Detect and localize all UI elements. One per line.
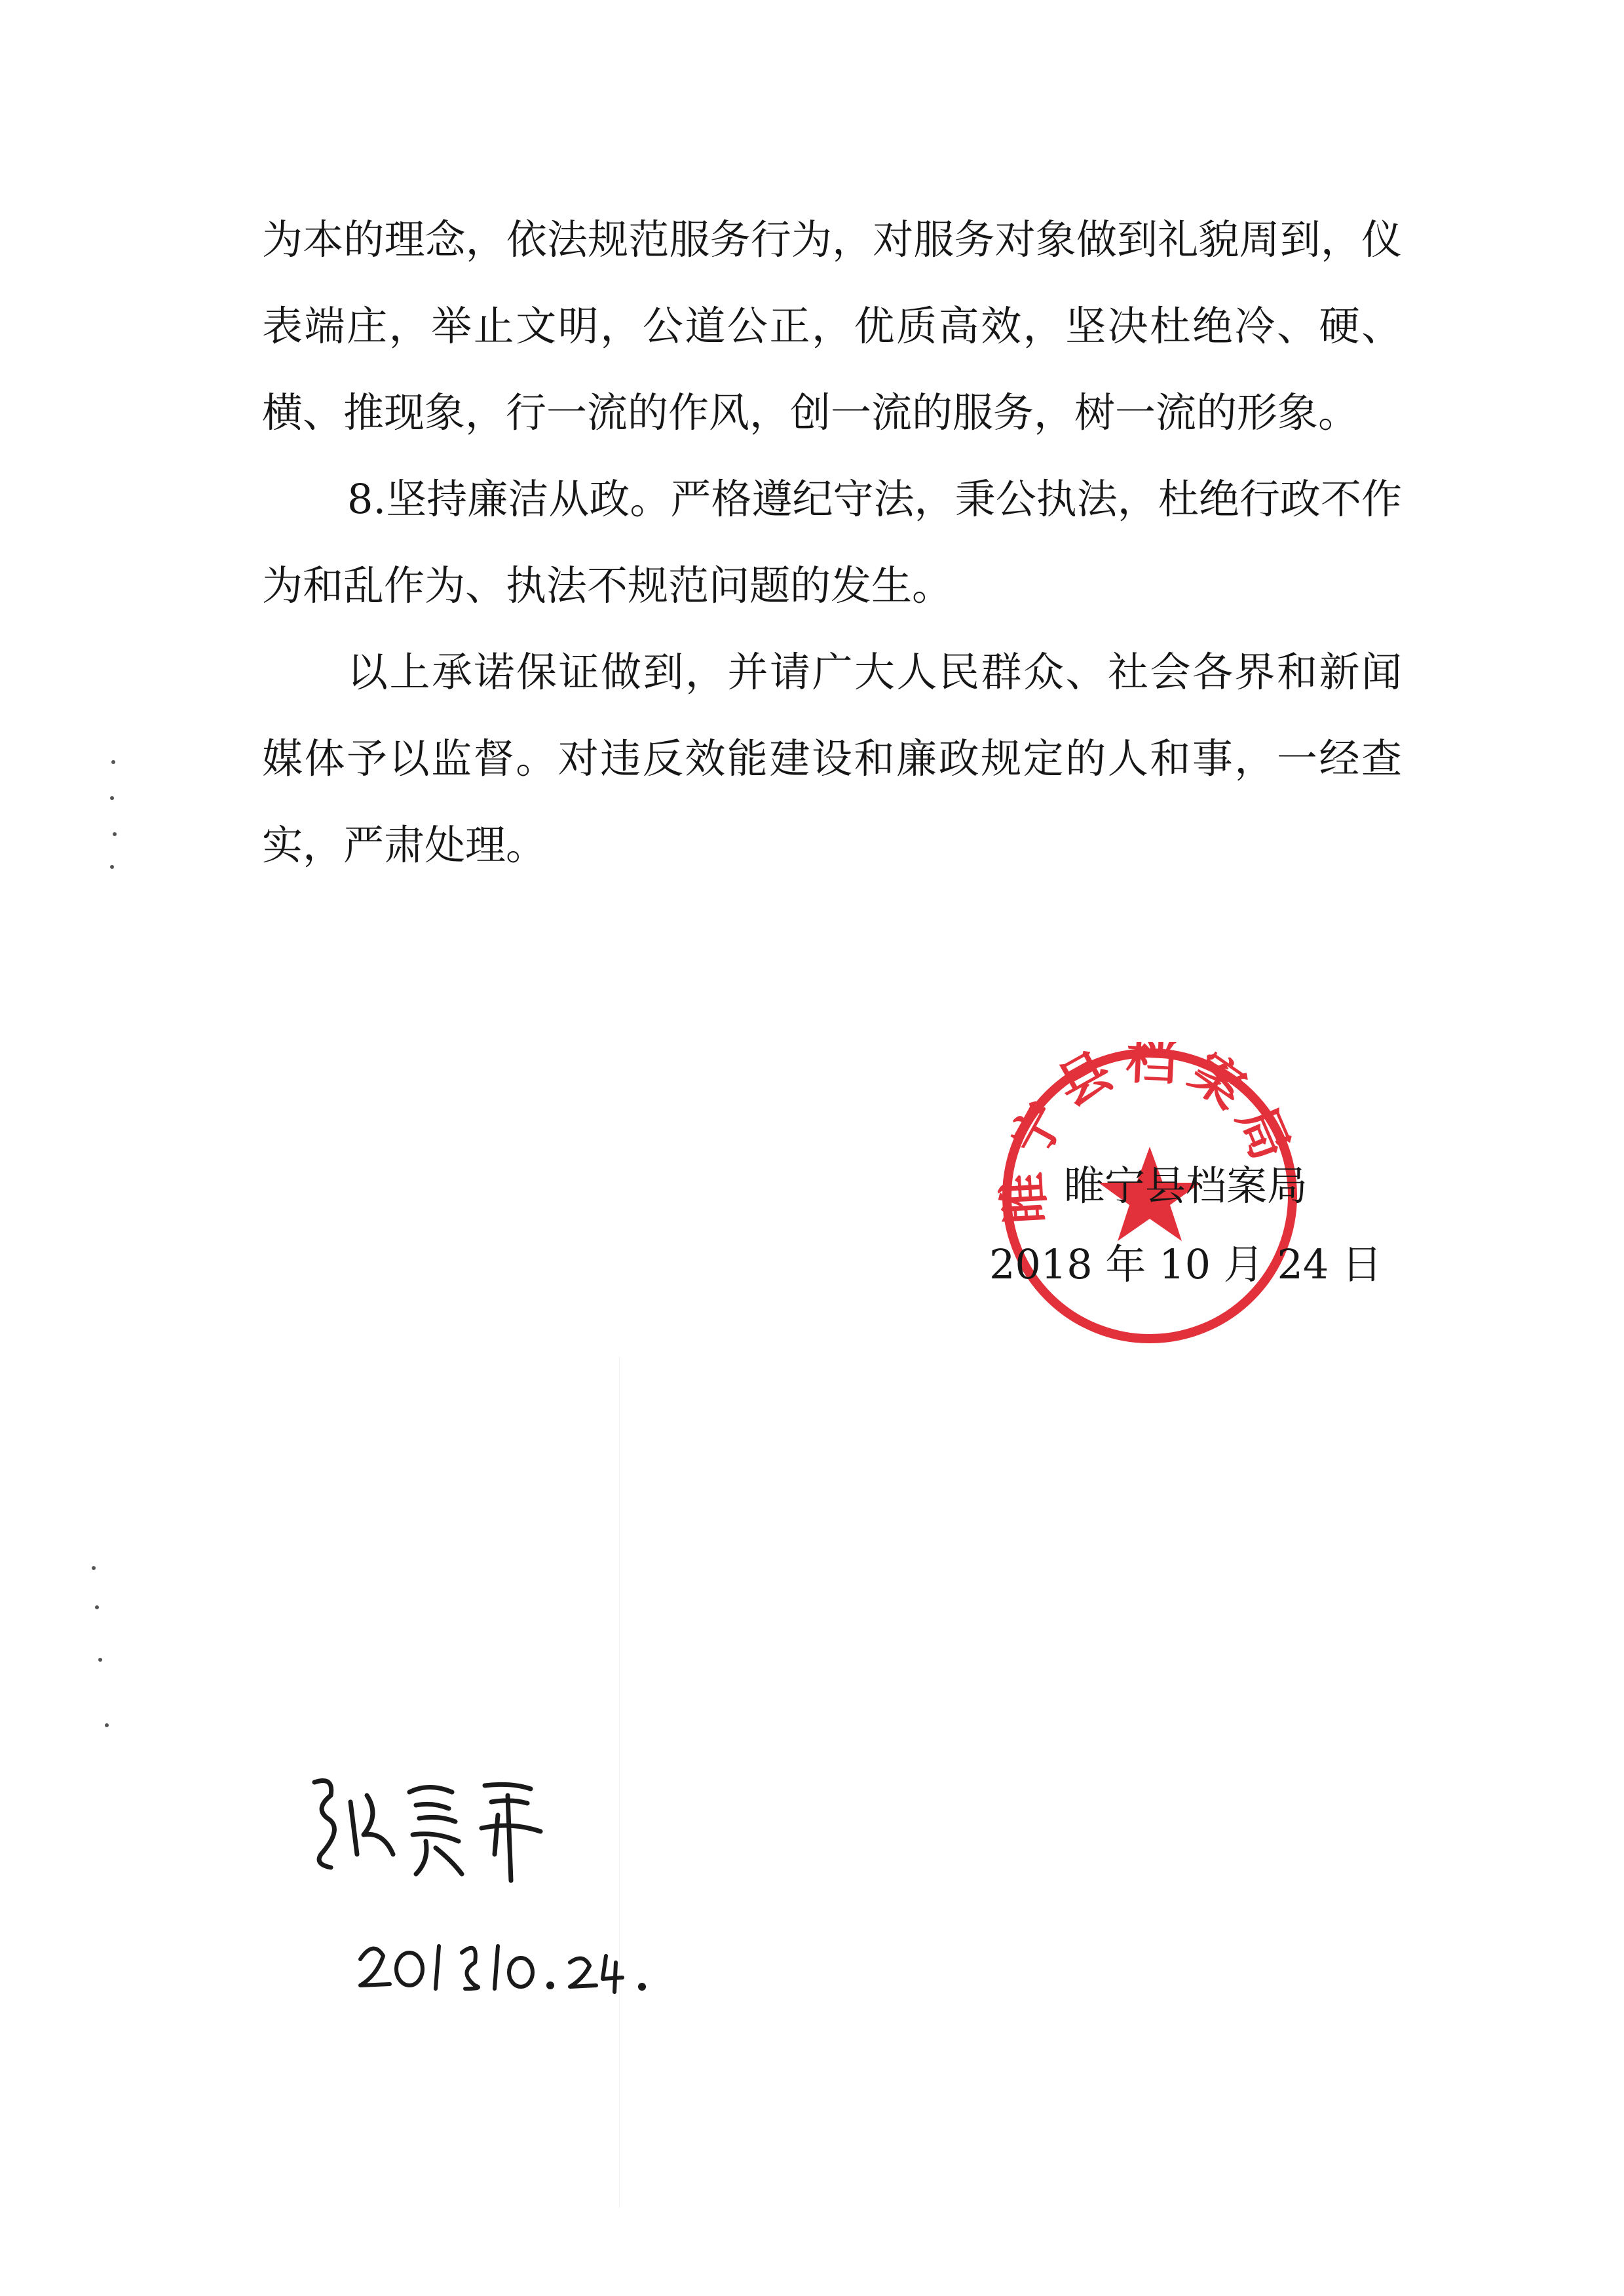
document-body: [262, 197, 1402, 889]
svg-text:睢宁县档案局: 睢宁县档案局: [996, 1042, 1304, 1225]
scan-artifact-dot: [113, 832, 117, 836]
signing-date: 2018 年 10 月 24 日: [989, 1240, 1383, 1288]
paragraph-service-conduct: 为本的理念，依法规范服务行为，对服务对象做到礼貌周到，仪表端庄，举止文明，公道公正，优质高效，坚决杜绝冷、硬、横、推现象，行一流的作风，创一流的服务，树一流的形象。: [262, 216, 1402, 436]
scan-artifact-dot: [110, 865, 114, 869]
scan-fold-line: [619, 1356, 620, 2208]
paragraph-commitment-supervision: 以上承诺保证做到，并请广大人民群众、社会各界和新闻媒体予以监督。对违反效能建设和廉政规定的人和事，一经查实，严肃处理。: [262, 648, 1402, 869]
handwritten-date: [354, 1926, 655, 1999]
scan-artifact-dot: [105, 1723, 109, 1727]
scan-artifact-dot: [98, 1658, 102, 1662]
scan-artifact-dot: [95, 1605, 99, 1609]
paragraph-clean-governance: 8.坚持廉洁从政。严格遵纪守法，秉公执法，杜绝行政不作为和乱作为、执法不规范问题的发生。: [262, 475, 1402, 609]
handwritten-signature: [295, 1756, 570, 1887]
signature-block: [976, 1147, 1395, 1304]
signing-organization: 睢宁县档案局: [1063, 1162, 1308, 1210]
scan-artifact-dot: [111, 760, 115, 764]
scan-artifact-dot: [92, 1566, 96, 1570]
scan-artifact-dot: [110, 796, 114, 800]
